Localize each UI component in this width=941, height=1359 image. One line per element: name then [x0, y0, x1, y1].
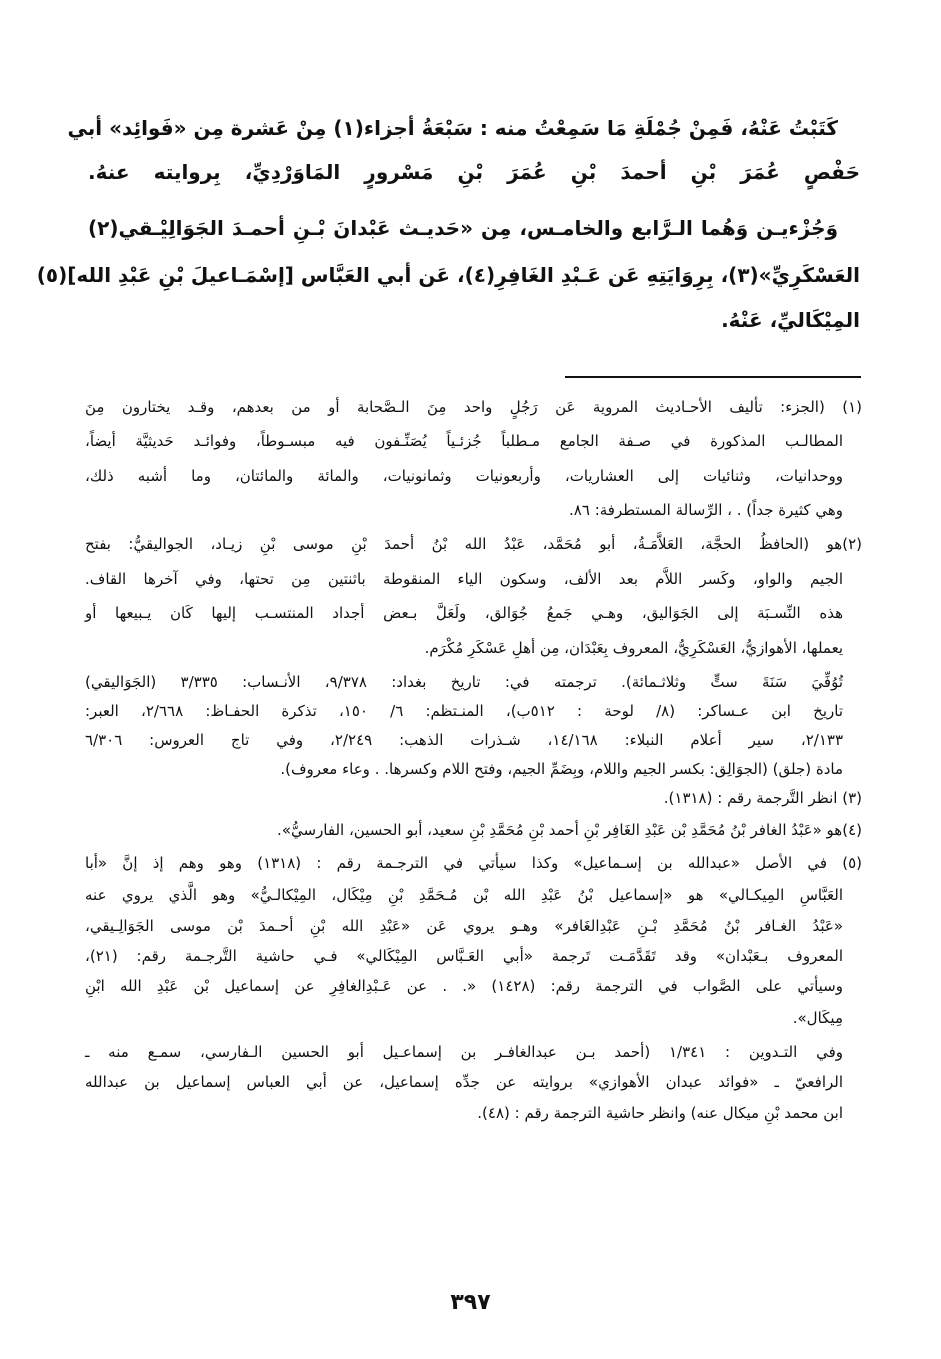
main-text-line: حَفْصٍ عُمَرَ بْنِ أحمدَ بْنِ عُمَرَ بْنِ مَسْرورٍ المَاوَرْدِيِّ، بِروايته عنهُ. — [88, 160, 860, 184]
footnote-separator — [565, 376, 861, 378]
footnote-line: الرافعيّ ـ «فوائد عبدان الأهوازي» بروايته عن جدِّه إسماعيل، عن أبي العباس إسماعيل بن عبدالله — [85, 1073, 843, 1091]
footnote-line: (٤)هو «عَبْدُ الغافر بْنُ مُحَمَّدِ بْن عَبْدِ الغَافِر بْنِ أحمد بْنِ مُحَمَّدِ بْنِ سعيد، أبو الحسين، الفارسيُّ». — [277, 821, 862, 839]
main-text-line: المِيْكَاليِّ، عَنْهُ. — [721, 308, 860, 332]
footnote-line: ابن محمد بْنِ ميكال عنه) وانظر حاشية الترجمة رقم : (٤٨). — [477, 1104, 843, 1122]
footnote-line: (٥) في الأصل «عبدالله بن إسـماعيل» وكذا سيأتي في الترجـمة رقم : (١٣١٨) وهو وهم إذ إنَّ «أبا — [85, 854, 862, 872]
footnote-line: المعروف بـعَبْدان» وقد تَقَدَّمَـت تَرجمة «أبي العَـبَّاس المِيْكَالي» فـي حاشية التَّرجـمة رقم: (٢١)، — [85, 947, 843, 965]
footnote-line: (٣) انظر التَّرجمة رقم : (١٣١٨). — [663, 789, 862, 807]
footnote-line: وهي كثيرة جداً) . ، الرِّسالة المستطرفة: ٨٦. — [569, 501, 843, 519]
footnote-line: تاريخ ابن عـساكر: (٨/ لوحة : ٥١٢ب)، المنـتظم: ٦/ ١٥٠، تذكرة الحفـاظ: ٢/٦٦٨، العبر: — [85, 702, 844, 720]
footnote-line: وفي التـدوين : ١/٣٤١ (أحمد بـن عبدالغافـر بن إسماعـيل أبو الحسين الـفارسي، سمـع منه ـ — [85, 1043, 843, 1061]
footnote-line: (١) (الجزء: تأليف الأحـاديث المروية عَن رَجُلٍ واحد مِنَ الـصَّحابة أو من بعدهم، وقـد يختارون مِنَ — [85, 398, 862, 416]
footnote-line: مِيكَال». — [792, 1009, 843, 1027]
page-number: ٣٩٧ — [450, 1290, 491, 1315]
footnote-line: ٢/١٣٣، سير أعلام النبلاء: ١٤/١٦٨، شـذرات الذهب: ٢/٢٤٩، وفي تاج العروس: ٦/٣٠٦ — [85, 731, 843, 749]
footnote-line: وسيأتي على الصَّواب في الترجمة رقم: (١٤٢٨) «. . عن عَـبْدِالغافِرِ عن إسماعيل بْن عَبْدِ الله ابْنِ — [85, 977, 843, 995]
footnote-line: ووحدانيات، وثنائيات إلى العشاريات، وأربعونيات وثمانونيات، والمائة والمائتان، وما أشبه ذلك، — [85, 467, 843, 485]
footnote-line: مادة (جلق) (الجوَالِق: بكسر الجيم واللام، وبِضَمِّ الجيم، وفتح اللام وكسرها. . وعاء معروف). — [280, 760, 843, 778]
footnote-line: تُوُفِّيَ سَنَةَ ستٍّ وثلاثـمائة). ترجمته في: تاريخ بغداد: ٩/٣٧٨، الأنـساب: ٣/٣٣٥ (الجَوَاليقي) — [85, 673, 844, 691]
main-text-line: العَسْكَرِيِّ»(٣)، بِرِوَايَتِهِ عَن عَـبْدِ الغَافِرِ(٤)، عَن أبي العَبَّاس [إسْمَـاعيلَ بْنِ عَبْدِ الله](٥) — [36, 263, 860, 287]
footnote-line: «عَبْدُ الغـافر بْنُ مُحَمَّدِ بْـنِ عَبْدِالغَافر» وهـو يروي عَن «عَبْدِ الله بْنِ أحـمدَ بْن موسى الجَوَالِـيقي، — [85, 917, 843, 935]
footnote-line: (٢)هو (الحافظُ الحجَّة، العَلاَّمَـةُ، أبو مُحَمَّد، عَبْدُ الله بْنُ أحمدَ بْنِ موسى بْنِ زيـاد، الجواليقيُّ: بفتح — [85, 535, 862, 553]
footnote-line: هذه النِّسـبَة إلى الجَوَاليق، وهـي جَمعُ جُوَالق، ولَعَلَّ بـعض أجداد المنتسـب إليها كَان يـبيعها أو — [85, 604, 843, 622]
footnote-line: يعملها، الأهوازيُّ، العَسْكَرِيُّ، المعروف بِعَبْدَان، مِن أهلِ عَسْكَرِ مُكْرَم. — [424, 639, 843, 657]
footnote-line: العَبَّاسِ المِيكـالي» هو «إسماعيل بْنُ عَبْدِ الله بْن مُـحَمَّدِ بْنِ مِيْكَال، المِيْكالـيُّ» وهو الَّذي يروي عنه — [85, 886, 843, 904]
footnote-line: المطالـب المذكورة في صـفة الجامع مـطلباً جُزئـياً يُصَنِّـفون فيه مبسـوطاً، وفوائـد حَديثيَّة أيضاً، — [85, 432, 843, 450]
main-text-line: وَجُزْءيـن وَهُما الـرَّابع والخامـس، مِن «حَديـث عَبْدانَ بْـنِ أحمـدَ الجَوَالِيْـقي(٢) — [88, 216, 838, 240]
main-text-line: كَتَبْتُ عَنْهُ، فَمِنْ جُمْلَةِ مَا سَمِعْتُ منه : سَبْعَةُ أجزاء(١) مِنْ عَشرة مِن «فَوائِد» أبي — [67, 116, 838, 140]
footnote-line: الجيم والواو، وكَسر اللاَّم بعد الألف، وسكون الياء المنقوطة باثنتين مِن تحتها، وفي آخرها القاف. — [85, 570, 843, 588]
